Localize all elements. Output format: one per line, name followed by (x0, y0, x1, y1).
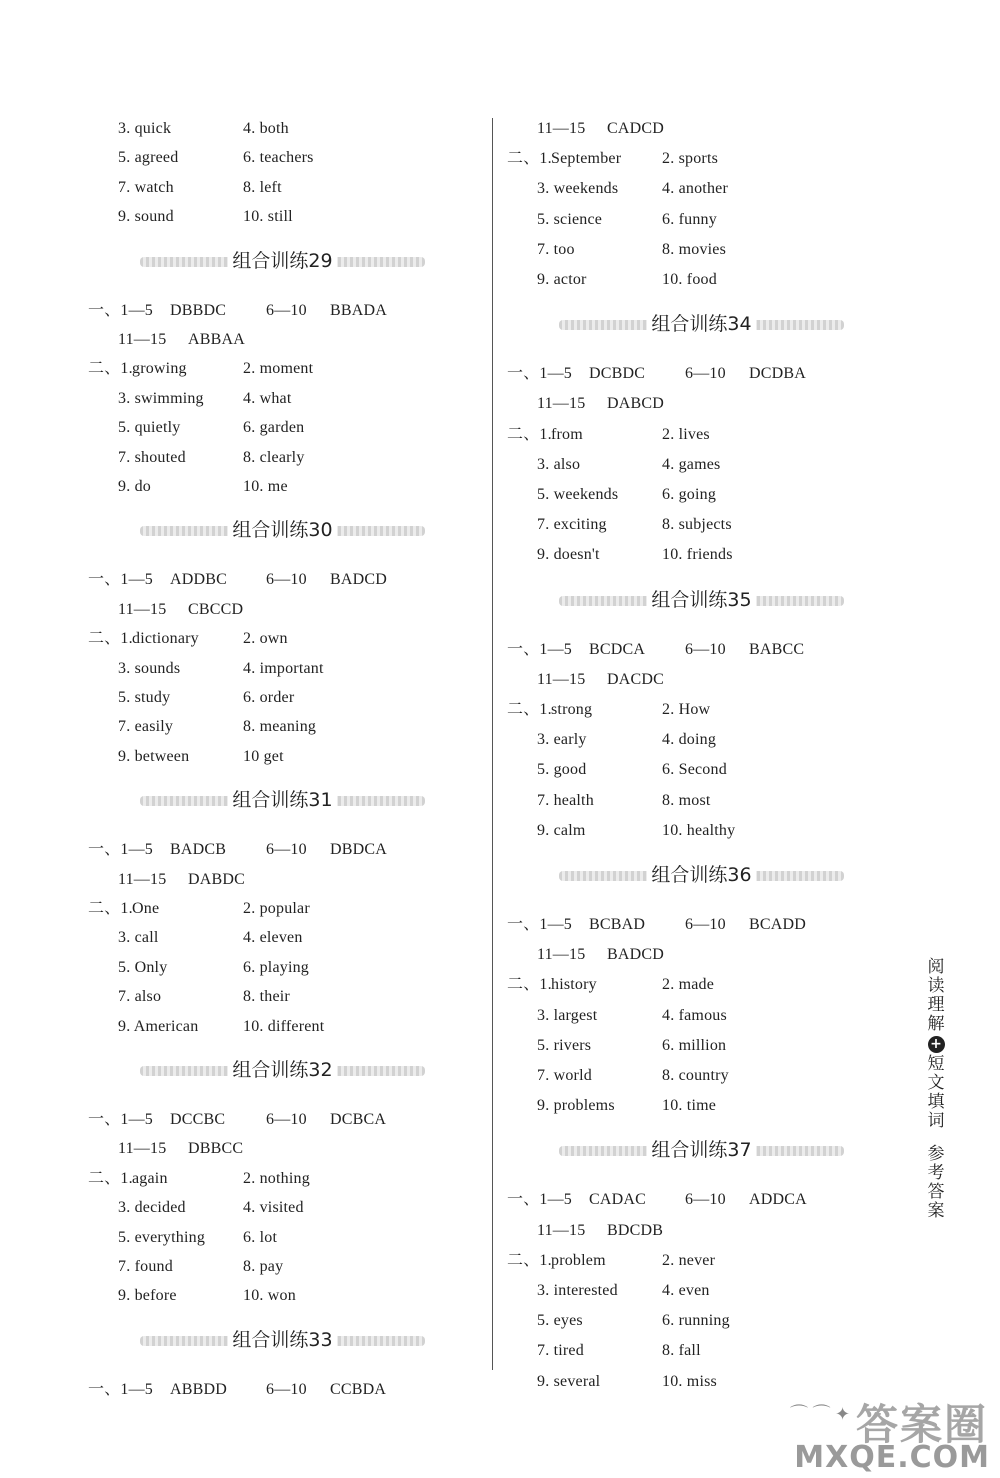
answer-key: BCDCA (589, 640, 646, 658)
range-label: 6—10 (685, 916, 726, 933)
range-label: 6—10 (685, 1191, 726, 1209)
fill-answer: 10. me (243, 478, 288, 495)
fill-answer: 7. found (118, 1258, 173, 1275)
answer-key: BCBAD (589, 916, 646, 933)
fill-answer: 10. won (243, 1287, 296, 1305)
fill-answer: 9. American (118, 1017, 199, 1035)
range-label: 一、1—5 (507, 916, 573, 933)
fill-answer: 8. clearly (243, 448, 305, 466)
fill-answer: 4. both (243, 120, 289, 137)
fill-answer: 8. subjects (662, 516, 732, 534)
fill-answer: 2. own (243, 630, 288, 648)
fill-answer: 3. largest (537, 1006, 598, 1024)
part-label: 二、1. (507, 425, 552, 443)
fill-answer: 2. never (662, 1251, 716, 1269)
fill-answer: 10. food (662, 271, 717, 288)
side-label (924, 958, 948, 1221)
watermark (788, 1388, 1000, 1478)
doodle-icon: ⌒ ⌒ ✦ (790, 1404, 851, 1424)
answer-key: ABBDD (170, 1380, 228, 1398)
section-title-text: 组合训练31 (228, 789, 336, 811)
fill-answer: 7. health (537, 791, 594, 809)
answer-key: DACDC (607, 670, 665, 688)
fill-answer: 6. Second (662, 761, 727, 779)
fill-answer: 5. everything (118, 1228, 206, 1246)
answer-key: ADDBC (170, 571, 228, 589)
section-title-text: 组合训练37 (647, 1139, 755, 1161)
fill-answer: 8. their (243, 988, 290, 1006)
range-label: 一、1—5 (88, 301, 154, 319)
fill-answer: September (551, 150, 622, 168)
side-label-char: 解 (927, 1014, 945, 1034)
section-title-text: 组合训练30 (228, 519, 336, 541)
answer-key: ABBAA (188, 331, 246, 348)
fill-answer: 6. garden (243, 419, 305, 437)
section-title (140, 246, 425, 276)
fill-answer: 7. easily (118, 718, 174, 736)
fill-answer: 8. meaning (243, 718, 317, 736)
fill-answer: 4. eleven (243, 929, 303, 947)
side-label-char: 词 (927, 1111, 945, 1131)
fill-answer: 9. between (118, 747, 190, 765)
fill-answer: 5. agreed (118, 149, 179, 167)
range-label: 一、1—5 (88, 1111, 154, 1128)
column-divider (492, 118, 493, 1370)
range-label: 11—15 (537, 395, 586, 413)
section-title (140, 785, 425, 815)
fill-answer: strong (551, 701, 593, 718)
range-label: 11—15 (118, 1140, 167, 1158)
side-label-char: 短 (927, 1054, 945, 1074)
plus-icon: + (928, 1036, 945, 1053)
fill-answer: 9. calm (537, 821, 586, 839)
fill-answer: 10. different (243, 1017, 325, 1035)
fill-answer: 10. friends (662, 546, 733, 564)
range-label: 11—15 (537, 1221, 586, 1239)
section-title (559, 860, 844, 890)
fill-answer: 5. eyes (537, 1312, 583, 1330)
range-label: 一、1—5 (88, 571, 154, 589)
section-title (140, 515, 425, 545)
fill-answer: 5. study (118, 689, 171, 706)
part-label: 二、1. (88, 360, 133, 378)
fill-answer: 4. even (662, 1282, 710, 1299)
fill-answer: 4. games (662, 455, 721, 473)
fill-answer: 8. left (243, 178, 282, 196)
fill-answer: 6. million (662, 1036, 727, 1054)
fill-answer: 5. rivers (537, 1036, 592, 1054)
fill-answer: 2. moment (243, 360, 314, 378)
fill-answer: 2. How (662, 701, 711, 718)
part-label: 二、1. (507, 701, 552, 718)
answer-key: ADDCA (749, 1191, 807, 1209)
answer-key: DBBCC (188, 1140, 244, 1158)
fill-answer: 4. important (243, 659, 324, 677)
fill-answer: 5. weekends (537, 486, 619, 503)
fill-answer: growing (132, 360, 187, 378)
section-title-text: 组合训练32 (228, 1059, 336, 1081)
fill-answer: 2. nothing (243, 1169, 310, 1187)
range-label: 6—10 (685, 365, 726, 383)
fill-answer: 3. call (118, 929, 159, 947)
fill-answer: 9. several (537, 1372, 601, 1390)
range-label: 6—10 (266, 301, 307, 319)
range-label: 11—15 (537, 946, 586, 964)
fill-answer: 9. sound (118, 208, 174, 226)
fill-answer: 10. healthy (662, 821, 736, 839)
range-label: 11—15 (118, 331, 167, 348)
section-title-text: 组合训练33 (228, 1329, 336, 1351)
section-title (559, 585, 844, 615)
side-label-char: 考 (927, 1163, 945, 1183)
fill-answer: problem (551, 1251, 606, 1269)
answer-key: DBBDC (170, 301, 227, 319)
fill-answer: 10 get (243, 747, 284, 765)
fill-answer: 6. playing (243, 958, 309, 976)
fill-answer: 2. popular (243, 900, 310, 917)
fill-answer: 2. sports (662, 150, 719, 168)
answer-key: BBADA (330, 301, 388, 319)
section-title-text: 组合训练29 (228, 250, 336, 272)
section-title (559, 309, 844, 339)
answer-key: CCBDA (330, 1380, 387, 1398)
range-label: 一、1—5 (88, 841, 154, 859)
fill-answer: 3. weekends (537, 180, 619, 198)
answer-key: DCDBA (749, 365, 807, 383)
range-label: 6—10 (266, 841, 307, 859)
range-label: 11—15 (118, 600, 167, 618)
range-label: 11—15 (537, 670, 586, 688)
fill-answer: 3. swimming (118, 389, 204, 407)
fill-answer: from (551, 425, 583, 443)
fill-answer: 6. lot (243, 1228, 278, 1246)
fill-answer: 3. early (537, 731, 587, 749)
fill-answer: 3. also (537, 455, 581, 473)
fill-answer: 5. Only (118, 958, 168, 976)
range-label: 一、1—5 (507, 365, 573, 383)
part-label: 二、1. (507, 976, 552, 994)
answer-key: BDCDB (607, 1221, 664, 1239)
fill-answer: 7. world (537, 1067, 592, 1084)
section-title (140, 1055, 425, 1085)
answer-key: DBDCA (330, 841, 388, 859)
answer-key: CBCCD (188, 600, 244, 618)
section-title (559, 1135, 844, 1165)
fill-answer: 6. teachers (243, 149, 314, 167)
answer-key: BCADD (749, 916, 807, 933)
fill-answer: 2. lives (662, 425, 710, 443)
fill-answer: 6. going (662, 486, 717, 503)
answer-key: BADCD (607, 946, 665, 964)
answer-key: CADCD (607, 120, 665, 137)
watermark-logo: 答案圈 (855, 1400, 988, 1449)
range-label: 6—10 (266, 1380, 307, 1398)
range-label: 11—15 (537, 120, 586, 137)
section-title (140, 1325, 425, 1355)
fill-answer: 7. tired (537, 1342, 584, 1360)
fill-answer: 8. movies (662, 240, 727, 258)
answer-key: BABCC (749, 640, 805, 658)
range-label: 一、1—5 (88, 1380, 154, 1398)
answer-key: BADCB (170, 841, 227, 859)
answer-key: DCBCA (330, 1111, 387, 1128)
fill-answer: 9. problems (537, 1097, 615, 1115)
fill-answer: 9. do (118, 478, 151, 495)
fill-answer: 4. another (662, 180, 728, 198)
fill-answer: 3. interested (537, 1282, 618, 1299)
fill-answer: 7. too (537, 240, 575, 258)
range-label: 6—10 (266, 1111, 307, 1128)
fill-answer: history (551, 976, 597, 994)
fill-answer: 4. doing (662, 731, 717, 749)
fill-answer: 3. sounds (118, 659, 181, 677)
answer-key: DABDC (188, 870, 246, 888)
fill-answer: 5. good (537, 761, 587, 779)
part-label: 二、1. (88, 630, 133, 648)
fill-answer: 8. most (662, 791, 711, 809)
watermark-url: MXQE.COM (794, 1440, 990, 1475)
range-label: 11—15 (118, 870, 167, 888)
section-title-text: 组合训练36 (647, 864, 755, 886)
fill-answer: 8. pay (243, 1258, 284, 1275)
fill-answer: One (132, 900, 160, 917)
answer-key: DCBDC (589, 365, 646, 383)
side-label-char: 案 (927, 1201, 945, 1221)
side-label-char: 答 (927, 1182, 945, 1202)
fill-answer: dictionary (132, 630, 199, 648)
answer-key: BADCD (330, 571, 388, 589)
part-label: 二、1. (507, 1251, 552, 1269)
side-label-char: 读 (927, 976, 945, 996)
fill-answer: 2. made (662, 976, 715, 994)
fill-answer: 9. actor (537, 271, 587, 288)
range-label: 一、1—5 (507, 640, 573, 658)
part-label: 二、1. (88, 1169, 133, 1187)
fill-answer: 4. what (243, 389, 292, 407)
section-title-text: 组合训练34 (647, 313, 755, 335)
fill-answer: 10. still (243, 208, 293, 226)
fill-answer: 3. quick (118, 120, 172, 137)
fill-answer: 5. quietly (118, 419, 181, 437)
fill-answer: again (132, 1169, 168, 1187)
fill-answer: 6. funny (662, 210, 717, 228)
range-label: 6—10 (685, 640, 726, 658)
fill-answer: 7. shouted (118, 448, 186, 466)
part-label: 二、1. (88, 900, 133, 917)
fill-answer: 8. fall (662, 1342, 701, 1360)
fill-answer: 10. time (662, 1097, 717, 1115)
fill-answer: 6. order (243, 689, 295, 706)
fill-answer: 7. exciting (537, 516, 607, 534)
side-label-char: 参 (927, 1144, 945, 1164)
fill-answer: 3. decided (118, 1199, 186, 1217)
side-label-char: 填 (927, 1092, 945, 1112)
fill-answer: 5. science (537, 210, 603, 228)
answer-key: DCCBC (170, 1111, 226, 1128)
section-title-text: 组合训练35 (647, 589, 755, 611)
fill-answer: 9. doesn't (537, 546, 600, 564)
answer-key: CADAC (589, 1191, 647, 1209)
fill-answer: 10. miss (662, 1372, 717, 1390)
answer-key: DABCD (607, 395, 665, 413)
side-label-char: 理 (927, 995, 945, 1015)
side-label-char: 文 (927, 1073, 945, 1093)
fill-answer: 7. watch (118, 178, 174, 196)
side-label-gap (924, 1131, 948, 1145)
range-label: 一、1—5 (507, 1191, 573, 1209)
fill-answer: 7. also (118, 988, 162, 1006)
fill-answer: 4. visited (243, 1199, 304, 1217)
fill-answer: 8. country (662, 1067, 729, 1084)
fill-answer: 6. running (662, 1312, 730, 1330)
fill-answer: 4. famous (662, 1006, 727, 1024)
part-label: 二、1. (507, 150, 552, 168)
side-label-char: 阅 (927, 957, 945, 977)
fill-answer: 9. before (118, 1287, 177, 1305)
range-label: 6—10 (266, 571, 307, 589)
